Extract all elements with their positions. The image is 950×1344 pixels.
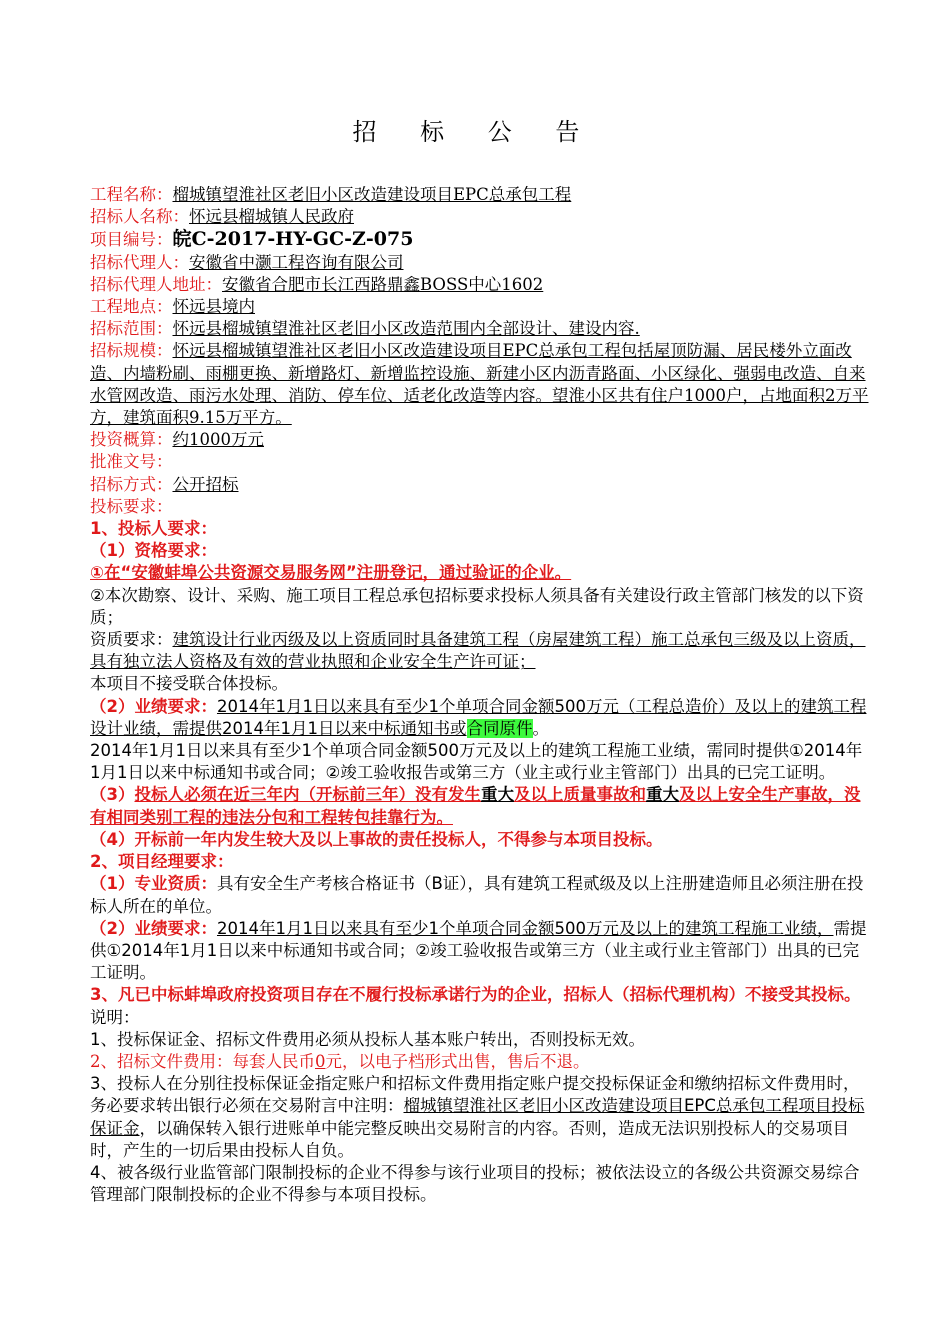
note-3-part-a: 3、投标人在分别往投标保证金指定账户和招标文件费用指定账户提交投标保证金和缴纳招标文件费用时，务必要求转出银行必须在交易附言中注明： [90, 1074, 860, 1116]
performance-construction: 2014年1月1日以来具有至少1个单项合同金额500万元及以上的建筑工程施工业绩，需同时提供①2014年1月1日以来中标通知书或合同；②竣工验收报告或第三方（业主或行业主管部门）出具的已完工证明。 [90, 741, 863, 783]
item-3-label: （3） [90, 785, 135, 805]
field-value-scope: 怀远县榴城镇望淮社区老旧小区改造范围内全部设计、建设内容. [172, 319, 640, 339]
qualification-item-1: ①在“安徽蚌埠公共资源交易服务网”注册登记，通过验证的企业。 [90, 563, 572, 583]
notes-heading: 说明： [90, 1007, 140, 1027]
field-label-approval-no: 批准文号： [90, 452, 173, 472]
field-value-method: 公开招标 [172, 474, 239, 494]
qualification-label: 资质要求： [90, 630, 173, 650]
item-3-part-d: 重大 [645, 785, 679, 805]
pm-qualification-text: 具有安全生产考核合格证书（B证），具有建筑工程贰级及以上注册建造师且必须注册在投标人所在的单位。 [90, 874, 864, 916]
note-3-part-b: ，以确保转入银行进账单中能完整反映出交易附言的内容。否则，造成无法识别投标人的交易项目时，产生的一切后果由投标人自负。 [90, 1118, 849, 1160]
field-value-agent-address: 安徽省合肥市长江西路鼎鑫BOSS中心1602 [222, 274, 544, 294]
field-label-project-no: 项目编号： [90, 230, 173, 250]
field-label-tenderer: 招标人名称： [90, 207, 189, 227]
qualification-text: 建筑设计行业丙级及以上资质同时具备建筑工程（房屋建筑工程）施工总承包三级及以上资质，具有独立法人资格及有效的营业执照和企业安全生产许可证； [90, 630, 866, 672]
field-label-requirements: 投标要求： [90, 496, 173, 516]
field-value-project-name: 榴城镇望淮社区老旧小区改造建设项目EPC总承包工程 [172, 185, 572, 204]
field-label-investment: 投资概算： [90, 430, 173, 450]
pm-qualification-label: （1）专业资质： [90, 874, 217, 894]
field-label-scope: 招标范围： [90, 319, 173, 339]
item-3-part-b: 重大 [480, 785, 514, 805]
note-4: 4、被各级行业监管部门限制投标的企业不得参与该行业项目的投标；被依法设立的各级公共资源交易综合管理部门限制投标的企业不得参与本项目投标。 [90, 1162, 860, 1205]
page-title: 招 标 公 告 [352, 118, 598, 146]
field-label-agent: 招标代理人： [90, 252, 189, 272]
item-3-part-a: 投标人必须在近三年内（开标前三年）没有发生 [134, 785, 481, 805]
item-3-part-c: 及以上质量事故和 [513, 785, 646, 805]
item-4: （4）开标前一年内发生较大及以上事故的责任投标人，不得参与本项目投标。 [90, 829, 663, 849]
note-2-part-a: 2、招标文件费用：每套人民币 [90, 1051, 315, 1071]
field-label-agent-address: 招标代理人地址： [90, 274, 222, 294]
item-3-part-e: 及以上安全生产事故，没有相同类别工程的违法分包和工程转包挂靠行为。 [90, 785, 861, 827]
note-2-price: 0 [315, 1051, 326, 1071]
section-heading-bidder: 1、投标人要求： [90, 519, 217, 539]
no-consortium: 本项目不接受联合体投标。 [90, 674, 288, 694]
note-3-underlined: 榴城镇望淮社区老旧小区改造建设项目EPC总承包工程项目投标保证金 [90, 1096, 865, 1138]
note-2-part-c: 元，以电子档形式出售，售后不退。 [325, 1051, 590, 1071]
field-value-investment: 约1000万元 [172, 430, 264, 450]
field-value-project-no: 皖C-2017-HY-GC-Z-075 [172, 228, 414, 251]
performance-design: 2014年1月1日以来具有至少1个单项合同金额500万元（工程总造价）及以上的建筑工程设计业绩，需提供2014年1月1日以来中标通知书或 [90, 696, 867, 738]
field-label-project-name: 工程名称： [90, 185, 173, 204]
field-label-method: 招标方式： [90, 474, 173, 494]
performance-heading: （2）业绩要求： [90, 696, 217, 716]
pm-performance-rest: 需提供①2014年1月1日以来中标通知书或合同；②竣工验收报告或第三方（业主或行业主管部门）出具的已完工证明。 [90, 918, 867, 983]
field-value-agent: 安徽省中灏工程咨询有限公司 [189, 252, 404, 272]
section-heading-pm: 2、项目经理要求： [90, 852, 234, 872]
highlight-contract-original: 合同原件 [466, 718, 533, 738]
qualification-item-2: ②本次勘察、设计、采购、施工项目工程总承包招标要求投标人须具备有关建设行政主管部门核发的以下资质； [90, 585, 864, 627]
section-3: 3、凡已中标蚌埠政府投资项目存在不履行投标承诺行为的企业，招标人（招标代理机构）不接受其投标。 [90, 985, 861, 1005]
pm-performance-label: （2）业绩要求： [90, 918, 217, 938]
announcement-body [90, 184, 870, 1206]
pm-performance-underlined: 2014年1月1日以来具有至少1个单项合同金额500万元及以上的建筑工程施工业绩， [216, 918, 834, 938]
field-value-tenderer: 怀远县榴城镇人民政府 [189, 207, 354, 227]
field-label-scale: 招标规模： [90, 341, 173, 361]
punctuation: 。 [532, 718, 549, 738]
field-value-scale: 怀远县榴城镇望淮社区老旧小区改造建设项目EPC总承包工程包括屋顶防漏、居民楼外立面改造、内墙粉刷、雨棚更换、新增路灯、新增监控设施、新建小区内沥青路面、小区绿化、强弱电改造、自来水管网改造、雨污水处理、消防、停车位、适老化改造等内容。望淮小区共有住户1000户，占地面积2万平方，建筑面积9.15万平方。 [90, 341, 869, 428]
field-value-location: 怀远县境内 [172, 297, 255, 317]
qualification-heading: （1）资格要求： [90, 541, 217, 561]
note-1: 1、投标保证金、招标文件费用必须从投标人基本账户转出，否则投标无效。 [90, 1029, 645, 1049]
field-label-location: 工程地点： [90, 297, 173, 317]
